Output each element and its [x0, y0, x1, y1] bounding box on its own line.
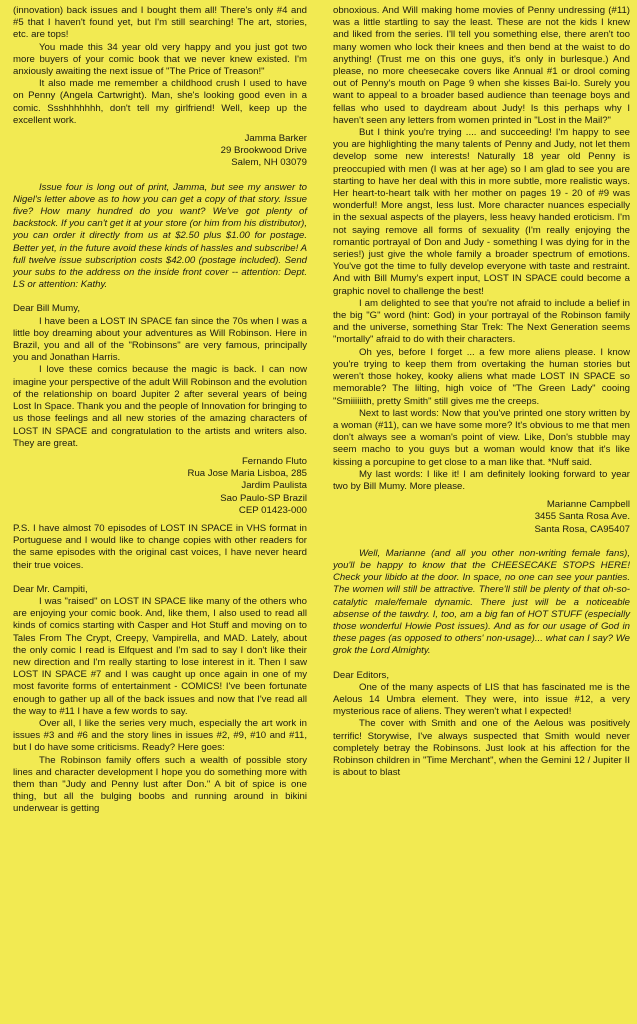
letter-paragraph: I have been a LOST IN SPACE fan since the 70s when I was a little boy dreaming about your adventures as Will Robinson. Here in Brazil, you and all of the "Robinsons" are very famous, principally you and Jonathan Harris. — [13, 315, 307, 364]
signature-address: 3455 Santa Rosa Ave. — [534, 511, 630, 523]
signature-name: Fernando Fluto — [241, 455, 307, 467]
letter-paragraph: (innovation) back issues and I bought them all! There's only #4 and #5 that I haven't found yet, but I'm still searching! The art, stories, etc. are tops! — [13, 5, 307, 41]
signature-block — [333, 499, 630, 536]
signature-city: Salem, NH 03079 — [231, 157, 307, 169]
letter-paragraph: Next to last words: Now that you've printed one story written by a woman (#11), can we have some more? It's obvious to me that men don't always see a woman's point of view. Like, Don's stubble may seem macho to you guys but a woman would know that it's like kissing a porcupine to get close to a man like that. *Nuff said. — [333, 407, 630, 468]
editor-reply: Well, Marianne (and all you other non-writing female fans), you'll be happy to know that the CHEESECAKE STOPS HERE! Check your libido at the door. In space, no one can see your panties. The women will still be attractive. There'll still be plenty of that oh-so-catalytic male/female dynamic. There just will be a noticeable absense of the tawdry. I, too, am a big fan of HOT STUFF (especially those wonderful Howie Post issues). And as for our usage of God in these pages (as opposed to others' non-usage)... what can I say? We grok the Lord Almighty. — [333, 547, 630, 657]
signature-block — [13, 456, 307, 517]
letter-salutation: Dear Mr. Campiti, — [13, 583, 88, 595]
letter-paragraph: obnoxious. And Will making home movies of Penny undressing (#11) was a little startling to say the least. These are not the kids I knew and liked from the series. I'll tell you something else, there aren't too many women who lock their knees and then bend at the waist to do anything! (Trust me on this one guys, it's only in burlesque.) And please, no more cheesecake covers like Annual #1 or drool coming out of Penny's mouth on Page 9 when she kisses Bai-lo. Surely you want to appeal to a broader based audience than teenage boys and fellas who used to daydream about Judy! Is this perhaps why I haven't seen any letters from women printed in "Lost in the Mail?" — [333, 5, 630, 126]
left-column — [13, 5, 307, 816]
letter-paragraph: Over all, I like the series very much, especially the art work in issues #3 and #6 and the story lines in issues #2, #9, #10 and #11, but I do have some criticisms. Ready? Here goes: — [13, 717, 307, 754]
letter-paragraph: It also made me remember a childhood crush I used to have on Penny (Angela Cartwright). Man, she's looking good even in a comic. Ssshhhhhhh, don't tell my girlfriend! Well, keep up the excellent work. — [13, 78, 307, 126]
letter-paragraph: My last words: I like it! I am definitely looking forward to year two by Bill Mumy. More please. — [333, 468, 630, 492]
letter-salutation: Dear Editors, — [333, 669, 389, 681]
signature-district: Jardim Paulista — [241, 480, 307, 492]
signature-city: Sao Paulo-SP Brazil — [220, 492, 307, 504]
letter-paragraph: The Robinson family offers such a wealth of possible story lines and character development I hope you do something more with them than "Judy and Penny lust after Don." A bit of spice is one thing, but all the bulging boobs and running around in bikini underwear is getting — [13, 754, 307, 815]
signature-postcode: CEP 01423-000 — [238, 504, 307, 516]
letter-paragraph: One of the many aspects of LIS that has fascinated me is the Aelous 14 Umbra element. They were, into issue #12, a very mysterious race of aliens. They weren't what I expected! — [333, 681, 630, 718]
signature-address: 29 Brookwood Drive — [220, 145, 307, 157]
signature-block — [13, 133, 307, 170]
postscript: P.S. I have almost 70 episodes of LOST IN SPACE in VHS format in Portuguese and I would like to change copies with other readers for the same episodes with the original cast voices, I have never heard their true voices. — [13, 522, 307, 571]
letter-paragraph: But I think you're trying .... and succeeding! I'm happy to see you are highlighting the many talents of Penny and Judy, not let them develop some new interests! Naturally 18 year old Penny is preoccupied with men (I was at her age) so I am glad to see you are starting to have her deal with this in more subtle, more realistic ways. Her heart-to-heart talk with her mother on pages 19 - 20 of #9 was wonderful! More angst, less lust. More character nuances especially in the sexual aspects of the players, less heavy handed eroticism. I'm not saying remove all forms of sexuality (I'm really enjoying the romantic portrayal of Don and Judy - something I was dying for in the series!) just give the whole family a broader spectrum of emotions. You've got the time to fully develop everyone with taste and restraint. And with Bill Mumy's expert input, LOST IN SPACE could become a graphic novel to challenge the best! — [333, 127, 630, 297]
letter-paragraph: I love these comics because the magic is back. I can now imagine your perspective of the adult Will Robinson and the evolution of the relationship on board Jupiter 2 after several years of being Lost In Space. Thank you and the people of Innovation for bringing to us those feelings and all new stories of the amazing characters of LOST IN SPACE and congratulation to the artists and writers also. They are great. — [13, 364, 307, 449]
signature-address: Rua Jose Maria Lisboa, 285 — [187, 468, 307, 480]
signature-name: Marianne Campbell — [546, 499, 630, 511]
signature-name: Jamma Barker — [244, 133, 307, 145]
editor-reply: Issue four is long out of print, Jamma, but see my answer to Nigel's letter above as to how you can get a copy of that story. Issue five? How many hundred do you want? We've got plenty of backstock. If you can't get it at your store (or him from his distributor), you can order it directly from us at $2.50 plus $1.00 for postage. Better yet, in the future avoid these kinds of hassles and subscribe! A full twelve issue subscription costs $42.00 (postage included). Send your subs to the address on the inside front cover -- attention: Dept. LS or attention: Kathy. — [13, 181, 307, 291]
letter-salutation: Dear Bill Mumy, — [13, 303, 80, 315]
right-column — [333, 5, 630, 779]
letter-paragraph: You made this 34 year old very happy and you just got two more buyers of your comic book that we never knew existed. I'm anxiously awaiting the next issue of "The Price of Treason!" — [13, 41, 307, 78]
letter-paragraph: Oh yes, before I forget ... a few more aliens please. I know you're trying to keep them from overtaking the human stories but weren't those hokey, kooky aliens what made LOST IN SPACE so memorable? The lilting, high voice of "The Green Lady" cooing "Smiiiiiith, pretty Smith" still gives me the creeps. — [333, 346, 630, 407]
letter-paragraph: I am delighted to see that you're not afraid to include a belief in the big "G" word (hint: God) in your portrayal of the Robinson family and the universe, something Star Trek: The Next Generation seems "mortally" afraid to do with their characters. — [333, 297, 630, 346]
letter-paragraph: The cover with Smith and one of the Aelous was positively terrific! Storywise, I've always suspected that Smith would never completely betray the Robinsons. Just look at his affection for the Robinson children in "Time Merchant", when the Gemini 12 / Jupiter II is about to blast — [333, 718, 630, 779]
signature-city: Santa Rosa, CA95407 — [534, 523, 630, 535]
letter-paragraph: I was "raised" on LOST IN SPACE like many of the others who are enjoying your comic book. And, like them, I also used to read all kinds of comics starting with Casper and Hot Stuff and moving on to Tales From The Crypt, Creepy, Vampirella, and MAD. Lately, about the only comic I read is Elfquest and I'm sad to say I don't like their new direction and I'm really starting to lose interest in it. Then I saw LOST IN SPACE #7 and I was caught up once again in one of my most favorite forms of entertainment - COMICS! I've been fortunate enough to gather up all of the back issues and now that I've read all the way to #11 I have a few words to say. — [13, 595, 307, 717]
